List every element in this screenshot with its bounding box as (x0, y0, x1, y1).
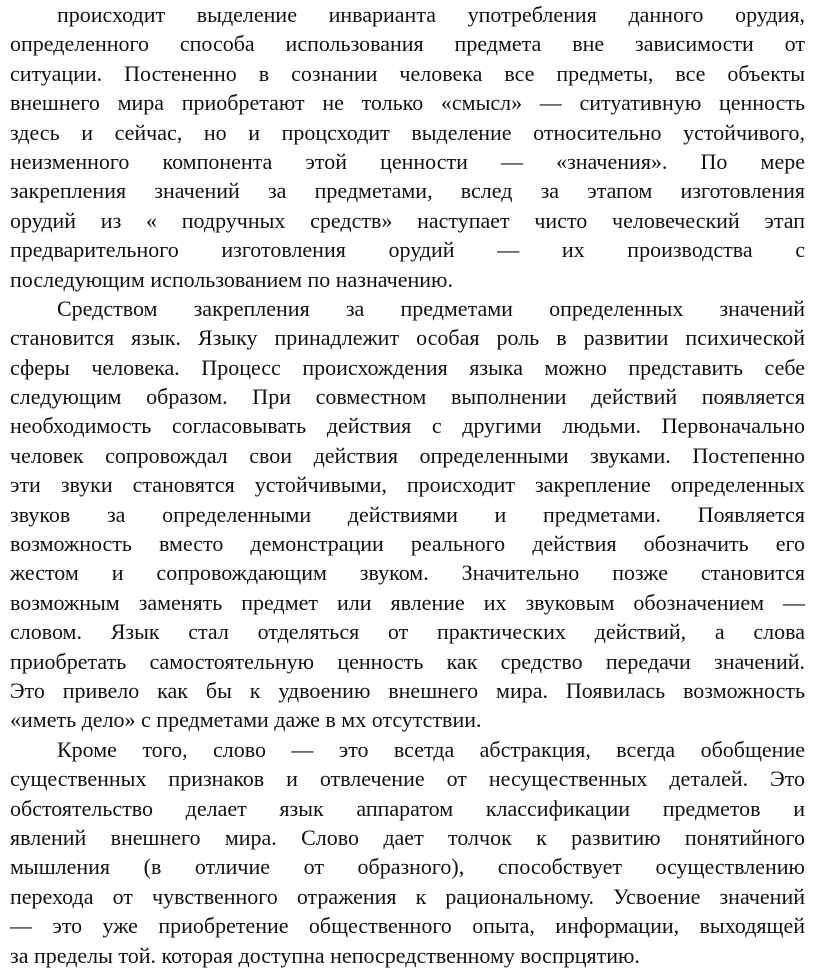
paragraph-1 (10, 0, 805, 294)
text-line: Кроме того, слово — это всетда абстракция, всегда обобщение (57, 736, 805, 762)
text-line: предварительного изготовления орудий — их производства с (10, 237, 805, 263)
text-line: человек сопровождал свои действия определенными звуками. Постепенно (10, 442, 805, 468)
text-line: орудий из « подручных средств» наступает чисто человеческий этап (10, 207, 805, 233)
text-line: возможным заменять предмет или явление их звуковым обозначением — (10, 589, 805, 615)
text-line: происходит выделение инварианта употребления данного орудия, (57, 2, 805, 27)
text-line: следующим образом. При совместном выполнении действий появляется (10, 384, 805, 410)
text-line: здесь и сейчас, но и процсходит выделение относительно устойчивого, (10, 119, 805, 145)
text-line: определенного способа использования предмета вне зависимости от (10, 31, 805, 57)
text-line: «иметь дело» с предметами даже в мх отсутствии. (10, 707, 482, 733)
text-line: неизменного компонента этой ценности — «значения». По мере (10, 148, 805, 174)
text-line: существенных признаков и отвлечение от несущественных деталей. Это (10, 766, 805, 792)
text-line: за пределы той. которая доступна непосредственному воспрцятию. (10, 942, 640, 968)
text-line: необходимость согласовывать действия с другими людьми. Первоначально (10, 413, 805, 439)
text-line: жестом и сопровождающим звуком. Значительно позже становится (10, 560, 805, 586)
text-line: становится язык. Языку принадлежит особая роль в развитии психической (10, 325, 805, 351)
text-line: словом. Язык стал отделяться от практических действий, а слова (10, 619, 805, 645)
text-line: — это уже приобретение общественного опыта, информации, выходящей (10, 913, 805, 939)
text-line: Это привело как бы к удвоению внешнего мира. Появилась возможность (10, 677, 805, 703)
text-line: мышления (в отличие от образного), способствует осуществлению (10, 854, 805, 880)
text-line: звуков за определенными действиями и предметами. Появляется (10, 501, 805, 527)
paragraph-2 (10, 294, 805, 735)
text-line: возможность вместо демонстрации реального действия обозначить его (10, 531, 805, 557)
text-line: последующим использованием по назначению. (10, 266, 453, 292)
text-line: сферы человека. Процесс происхождения языка можно представить себе (10, 354, 805, 380)
text-line: явлений внешнего мира. Слово дает толчок к развитию понятийного (10, 824, 805, 850)
text-line: перехода от чувственного отражения к рациональному. Усвоение значений (10, 883, 805, 909)
text-line: Средством закрепления за предметами определенных значений (57, 295, 805, 321)
text-line: ситуации. Постененно в сознании человека все предметы, все объекты (10, 60, 805, 86)
text-line: обстоятельство делает язык аппаратом классификации предметов и (10, 795, 805, 821)
text-line: закрепления значений за предметами, вслед за этапом изготовления (10, 178, 805, 204)
text-line: эти звуки становятся устойчивыми, происходит закрепление определенных (10, 472, 805, 498)
text-line: приобретать самостоятельную ценность как средство передачи значений. (10, 648, 805, 674)
paragraph-3 (10, 735, 805, 970)
text-line: внешнего мира приобретают не только «смысл» — ситуативную ценность (10, 90, 805, 116)
